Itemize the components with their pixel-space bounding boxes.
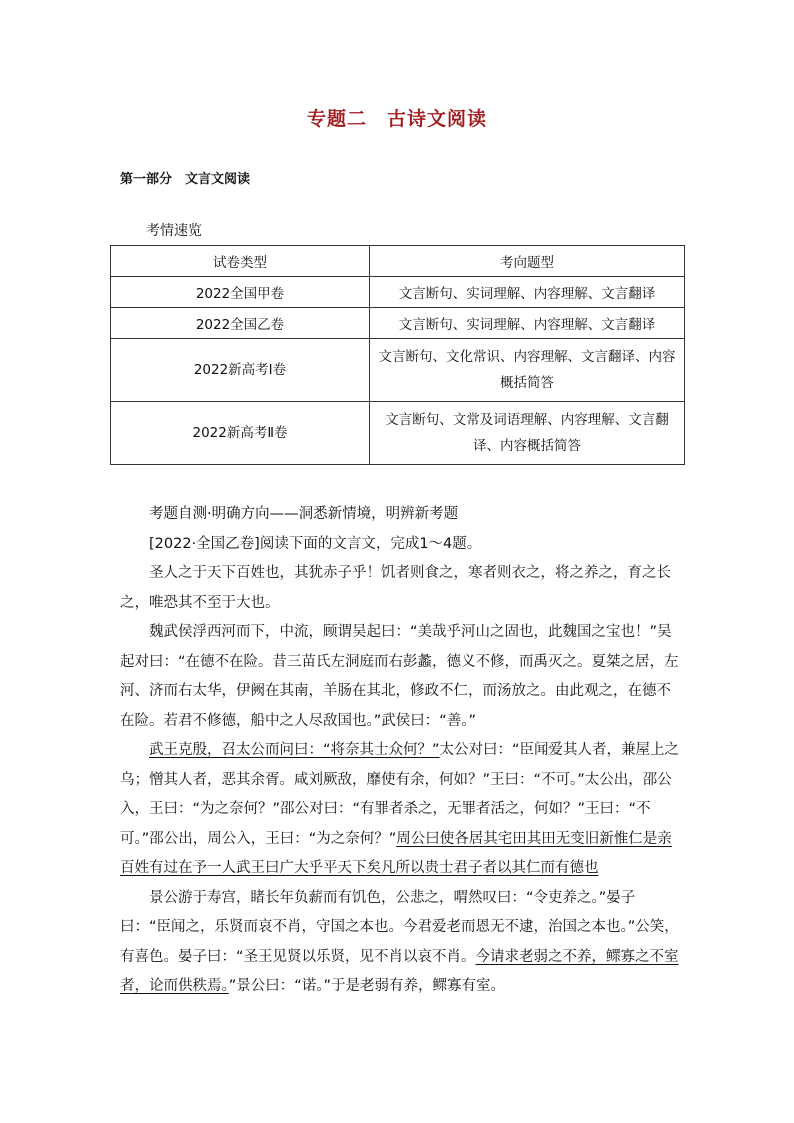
passage-paragraph: 圣人之于天下百姓也，其犹赤子乎！饥者则食之，寒者则衣之，将之养之，育之长之，唯恐其不至于大也。 [120, 565, 671, 611]
table-cell: 2022新高考Ⅰ卷 [111, 339, 370, 402]
table-header: 试卷类型 [111, 246, 370, 277]
question-intro: [2022·全国乙卷]阅读下面的文言文，完成1～4题。 [149, 535, 482, 552]
passage-paragraph: 魏武侯浮西河而下，中流，顾谓吴起曰：“美哉乎河山之固也，此魏国之宝也！”吴起对曰：“在德不在险。昔三苗氏左洞庭而右彭蠡，德义不修，而禹灭之。夏桀之居，左河、济而右太华，伊阙在其南，羊肠在其北，修政不仁，而汤放之。由此观之，在德不在险。若君不修德，船中之人尽敌国也。”武侯曰：“善。” [120, 624, 679, 729]
table-header-row [111, 246, 685, 277]
table-row [111, 277, 685, 308]
exam-overview-table [110, 245, 685, 465]
table-cell: 文言断句、实词理解、内容理解、文言翻译 [370, 277, 685, 308]
underlined-sentence: 武王克殷，召太公而问曰：“将奈其士众何？” [149, 742, 440, 758]
table-cell: 2022全国乙卷 [111, 308, 370, 339]
table-header: 考向题型 [370, 246, 685, 277]
table-cell: 2022新高考Ⅱ卷 [111, 402, 370, 465]
passage-paragraph [120, 884, 680, 1002]
passage-body [120, 500, 680, 1002]
passage-text: 景公游于寿宫，睹长年负薪而有饥色，公悲之，喟然叹曰：“令吏养之。”晏子曰：“臣闻之，乐贤而哀不肖，守国之本也。今君爱老而恩无不逮，治国之本也。”公笑，有喜色。晏子曰：“圣王见贤以乐贤，见不肖以哀不肖。 [120, 889, 679, 965]
table-cell: 文言断句、文常及词语理解、内容理解、文言翻译、内容概括简答 [370, 402, 685, 465]
section-heading: 第一部分 文言文阅读 [120, 172, 251, 187]
table-cell: 文言断句、实词理解、内容理解、文言翻译 [370, 308, 685, 339]
table-cell: 2022全国甲卷 [111, 277, 370, 308]
table-row [111, 308, 685, 339]
overview-label: 考情速览 [146, 223, 202, 239]
self-test-heading: 考题自测·明确方向——洞悉新情境，明辨新考题 [149, 506, 459, 522]
table-cell: 文言断句、文化常识、内容理解、文言翻译、内容概括简答 [370, 339, 685, 402]
underlined-sentence: 周公曰使各居其宅田其田无变旧新惟仁是亲百姓有过在予一人武王曰广大乎平天下矣凡所以贵士君子者以其仁而有德也 [120, 830, 672, 876]
underlined-sentence: 今请求老弱之不养，鳏寡之不室者，论而供秩焉。 [120, 948, 679, 994]
table-row [111, 402, 685, 465]
passage-text: 太公对曰：“臣闻爱其人者，兼屋上之乌；憎其人者，恶其余胥。咸刘厥敌，靡使有余，何如？”王曰：“不可。”太公出，邵公入，王曰：“为之奈何？”邵公对曰：“有罪者杀之，无罪者活之，何如？”王曰：“不可。”邵公出，周公入，王曰：“为之奈何？” [120, 742, 680, 847]
page-title: 专题二 古诗文阅读 [306, 108, 487, 130]
table-row [111, 339, 685, 402]
passage-text: ”景公曰：“诺。”于是老弱有养，鳏寡有室。 [228, 978, 506, 994]
passage-paragraph [120, 736, 680, 884]
